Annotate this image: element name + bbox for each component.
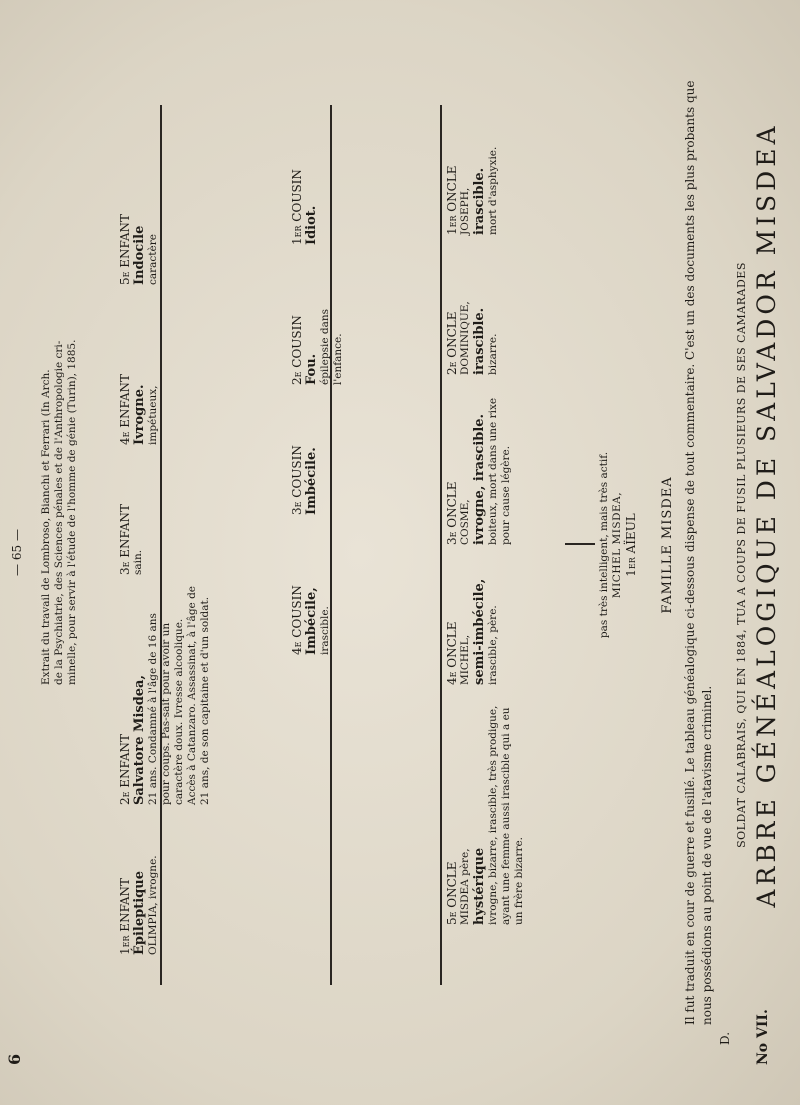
child-desc: OLIMPIA, ivrogne.: [147, 855, 159, 955]
child-desc: caractère: [147, 234, 159, 285]
ancestor-connector: [565, 544, 595, 546]
ancestor: [598, 365, 638, 725]
cousin-4: [290, 525, 332, 655]
cousin-trait: Imbécile,: [304, 587, 319, 655]
uncle-trait: semi-imbécile,: [472, 578, 487, 685]
ancestor-desc: pas très intelligent, mais très actif.: [598, 451, 610, 639]
child-desc: 21 ans. Condamné à l'âge de 16 ans pour coups. Pas-sait pour avoir un caractère doux. Ivresse alcoolique. Accès à Catanzaro. Assassinat, à l'âge de 21 ans, de son capitaine et d'un soldat.: [147, 585, 211, 805]
uncle-desc: irascible, père.: [487, 605, 499, 685]
footer-mark: D.: [718, 1031, 732, 1045]
source-note-line: minelle, pour servir à l'étude de l'homme de génie (Turin), 1885.: [66, 339, 78, 685]
child-label: 4e ENFANT: [118, 373, 132, 445]
child-trait: Salvatore Misdea,: [132, 674, 147, 805]
cousin-label: 3e COUSIN: [290, 445, 304, 515]
uncle-desc: boiteux, mort dans une rixe pour cause légère.: [487, 397, 512, 545]
uncle-1: [445, 105, 500, 235]
child-desc: sain.: [132, 549, 144, 575]
cousin-trait: Fou.: [304, 353, 319, 385]
family-label: FAMILLE MISDEA: [660, 476, 675, 614]
child-2: [118, 585, 212, 805]
uncle-desc: bizarre.: [487, 333, 499, 375]
child-label: 3e ENFANT: [118, 503, 132, 575]
body-text: Il fut traduit en cour de guerre et fusillé. Le tableau généalogique ci-dessous dispense de tout commentaire. C'est un des documents les plus probants que nous possédions au point de vue de l'atavisme criminel.: [683, 80, 714, 1025]
cousin-label: 1er COUSIN: [290, 169, 304, 245]
cousin-1: [290, 105, 319, 245]
uncle-label: 3e ONCLE: [445, 481, 459, 545]
uncle-4: [445, 555, 500, 685]
cousin-3: [290, 395, 319, 515]
cousin-2: [290, 255, 345, 385]
child-desc: impétueux,: [147, 385, 159, 445]
page-title: ARBRE GÉNÉALOGIQUE DE SALVADOR MISDEA: [752, 122, 781, 908]
uncle-trait: irascible.: [472, 307, 487, 375]
uncle-desc: mort d'asphyxie.: [487, 146, 499, 235]
uncle-name: MICHEL,: [459, 634, 471, 685]
uncle-3: [445, 385, 513, 545]
child-3: [118, 455, 145, 575]
uncle-label: 1er ONCLE: [445, 165, 459, 235]
uncle-name: MISDEA père,: [459, 848, 471, 925]
uncle-trait: irascible.: [472, 167, 487, 235]
uncle-label: 4e ONCLE: [445, 621, 459, 685]
source-note: [40, 145, 79, 685]
ancestor-label: 1er AÏEUL: [624, 513, 638, 577]
uncle-name: JOSEPH,: [459, 187, 471, 235]
source-note-line: de la Psychiatrie, des Sciences pénales et de l'Anthropologie cri-: [53, 340, 65, 685]
cousin-trait: Imbécile.: [304, 447, 319, 515]
uncles-connector: [440, 105, 442, 985]
cousin-desc: irascible.: [319, 606, 331, 655]
children-connector: [160, 105, 162, 985]
cousin-desc: épilepsie dans l'enfance.: [319, 308, 344, 385]
uncle-trait: hystérique: [472, 847, 487, 925]
child-trait: Indocile: [132, 225, 147, 285]
child-1: [118, 815, 160, 955]
page-number: — 65 —: [10, 529, 24, 576]
subtitle: SOLDAT CALABRAIS, QUI EN 1884, TUA A COUPS DE FUSIL PLUSIEURS DE SES CAMARADES: [735, 262, 748, 848]
cousin-trait: Idiot.: [304, 205, 319, 245]
ancestor-name: MICHEL MISDEA,: [611, 491, 623, 599]
child-label: 2e ENFANT: [118, 733, 132, 805]
cousin-label: 4e COUSIN: [290, 585, 304, 655]
uncle-label: 2e ONCLE: [445, 311, 459, 375]
uncle-5: [445, 695, 526, 925]
uncle-name: DOMINIQUE,: [459, 301, 471, 375]
source-note-line: Extrait du travail de Lombroso, Bianchi et Ferrari (In Arch.: [40, 369, 52, 685]
chart-number: No VII.: [755, 1009, 771, 1065]
uncle-desc: ivrogne, bizarre, irascible, très prodigue, ayant une femme aussi irascible qui a eu un frère bizarre.: [487, 705, 525, 925]
child-4: [118, 295, 160, 445]
uncle-name: COSME,: [459, 499, 471, 545]
uncle-2: [445, 245, 500, 375]
page-mark: 6: [5, 1053, 24, 1065]
child-label: 1er ENFANT: [118, 877, 132, 955]
uncle-label: 5e ONCLE: [445, 861, 459, 925]
child-label: 5e ENFANT: [118, 213, 132, 285]
cousin-label: 2e COUSIN: [290, 315, 304, 385]
child-5: [118, 105, 160, 285]
child-trait: Ivrogne.: [132, 384, 147, 445]
uncle-trait: ivrogne, irascible.: [472, 413, 487, 545]
child-trait: Épileptique: [132, 871, 147, 955]
